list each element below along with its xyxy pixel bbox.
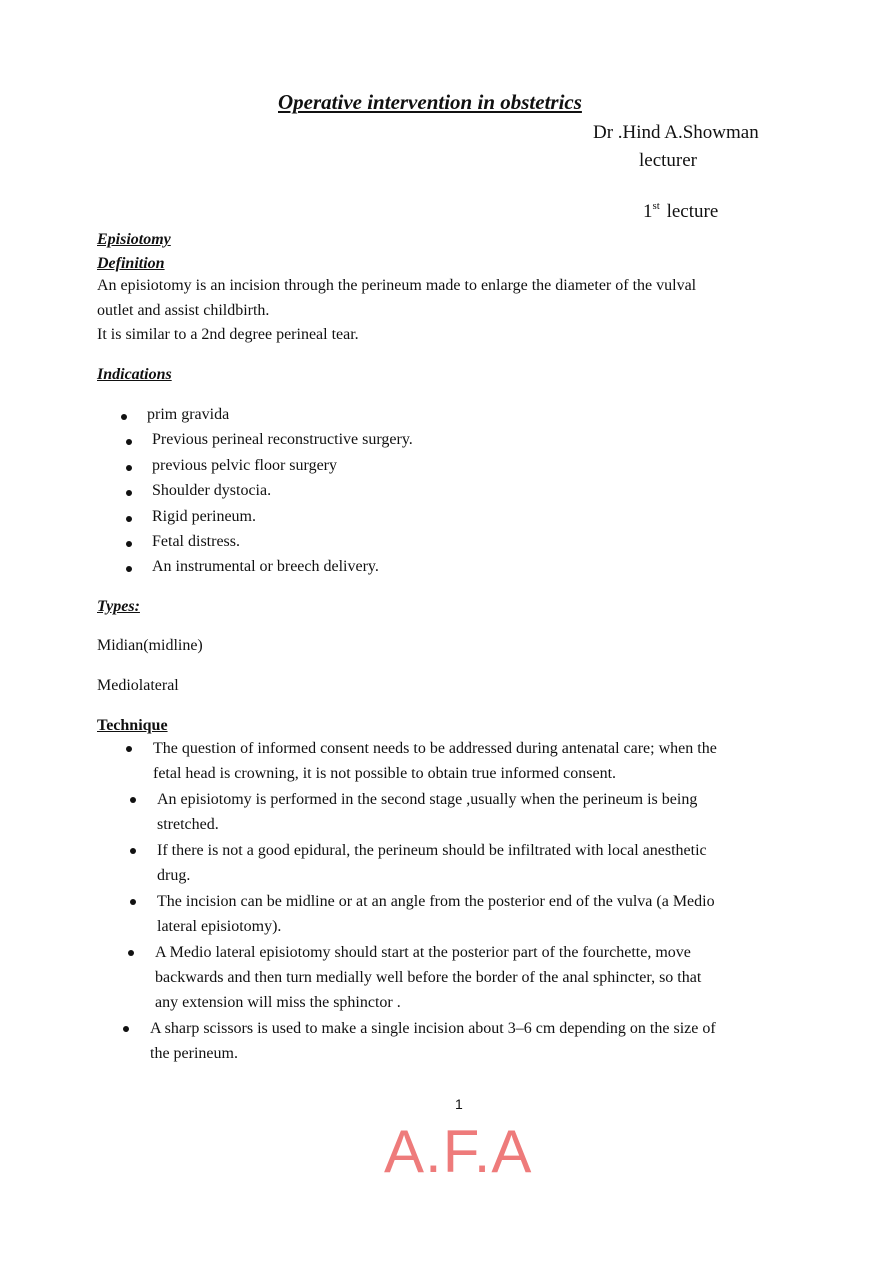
- lecture-number-value: 1: [643, 201, 653, 222]
- bullet-icon: [128, 950, 134, 956]
- type-item: Mediolateral: [97, 677, 179, 694]
- indication-item: Shoulder dystocia.: [152, 482, 271, 500]
- bullet-icon: [126, 566, 132, 572]
- bullet-icon: [130, 848, 136, 854]
- indication-item: Rigid perineum.: [152, 508, 256, 526]
- indications-heading: Indications: [97, 366, 172, 383]
- technique-heading: Technique: [97, 717, 168, 734]
- definition-heading: Definition: [97, 255, 165, 272]
- bullet-icon: [126, 439, 132, 445]
- bullet-icon: [126, 465, 132, 471]
- indication-item: Fetal distress.: [152, 533, 240, 551]
- definition-text-line: An episiotomy is an incision through the perineum made to enlarge the diameter of the vulval: [97, 277, 697, 294]
- technique-item: The question of informed consent needs to be addressed during antenatal care; when the fetal head is crowning, it is not possible to obtain true informed consent.: [153, 736, 717, 786]
- bullet-icon: [130, 797, 136, 803]
- author-role: lecturer: [639, 150, 698, 171]
- technique-item: An episiotomy is performed in the second stage ,usually when the perineum is being stretched.: [157, 787, 697, 837]
- technique-item: A Medio lateral episiotomy should start at the posterior part of the fourchette, move backwards and then turn medially well before the border of the anal sphincter, so that any extension will miss the sphinctor .: [155, 940, 701, 1015]
- lecture-label: lecture: [666, 201, 719, 222]
- indication-item: prim gravida: [147, 406, 229, 424]
- watermark: A.F.A: [384, 1118, 533, 1185]
- lecture-number-suffix: st: [652, 200, 660, 212]
- definition-text-line: outlet and assist childbirth.: [97, 302, 270, 319]
- bullet-icon: [130, 899, 136, 905]
- bullet-icon: [121, 414, 127, 420]
- bullet-icon: [126, 746, 132, 752]
- technique-item: A sharp scissors is used to make a single incision about 3–6 cm depending on the size of the perineum.: [150, 1016, 716, 1066]
- indication-item: Previous perineal reconstructive surgery.: [152, 431, 413, 449]
- indication-item: previous pelvic floor surgery: [152, 457, 337, 475]
- technique-item: The incision can be midline or at an angle from the posterior end of the vulva (a Medio lateral episiotomy).: [157, 889, 715, 939]
- types-heading: Types:: [97, 598, 140, 615]
- author-name: Dr .Hind A.Showman: [593, 122, 759, 143]
- page-number: 1: [455, 1096, 463, 1112]
- bullet-icon: [126, 516, 132, 522]
- lecture-number: [643, 200, 718, 223]
- document-title: Operative intervention in obstetrics: [278, 90, 582, 114]
- bullet-icon: [123, 1026, 129, 1032]
- bullet-icon: [126, 490, 132, 496]
- definition-text-line: It is similar to a 2nd degree perineal tear.: [97, 326, 359, 343]
- technique-item: If there is not a good epidural, the perineum should be infiltrated with local anesthetic drug.: [157, 838, 707, 888]
- episiotomy-heading: Episiotomy: [97, 231, 171, 248]
- bullet-icon: [126, 541, 132, 547]
- type-item: Midian(midline): [97, 637, 203, 654]
- indication-item: An instrumental or breech delivery.: [152, 558, 379, 576]
